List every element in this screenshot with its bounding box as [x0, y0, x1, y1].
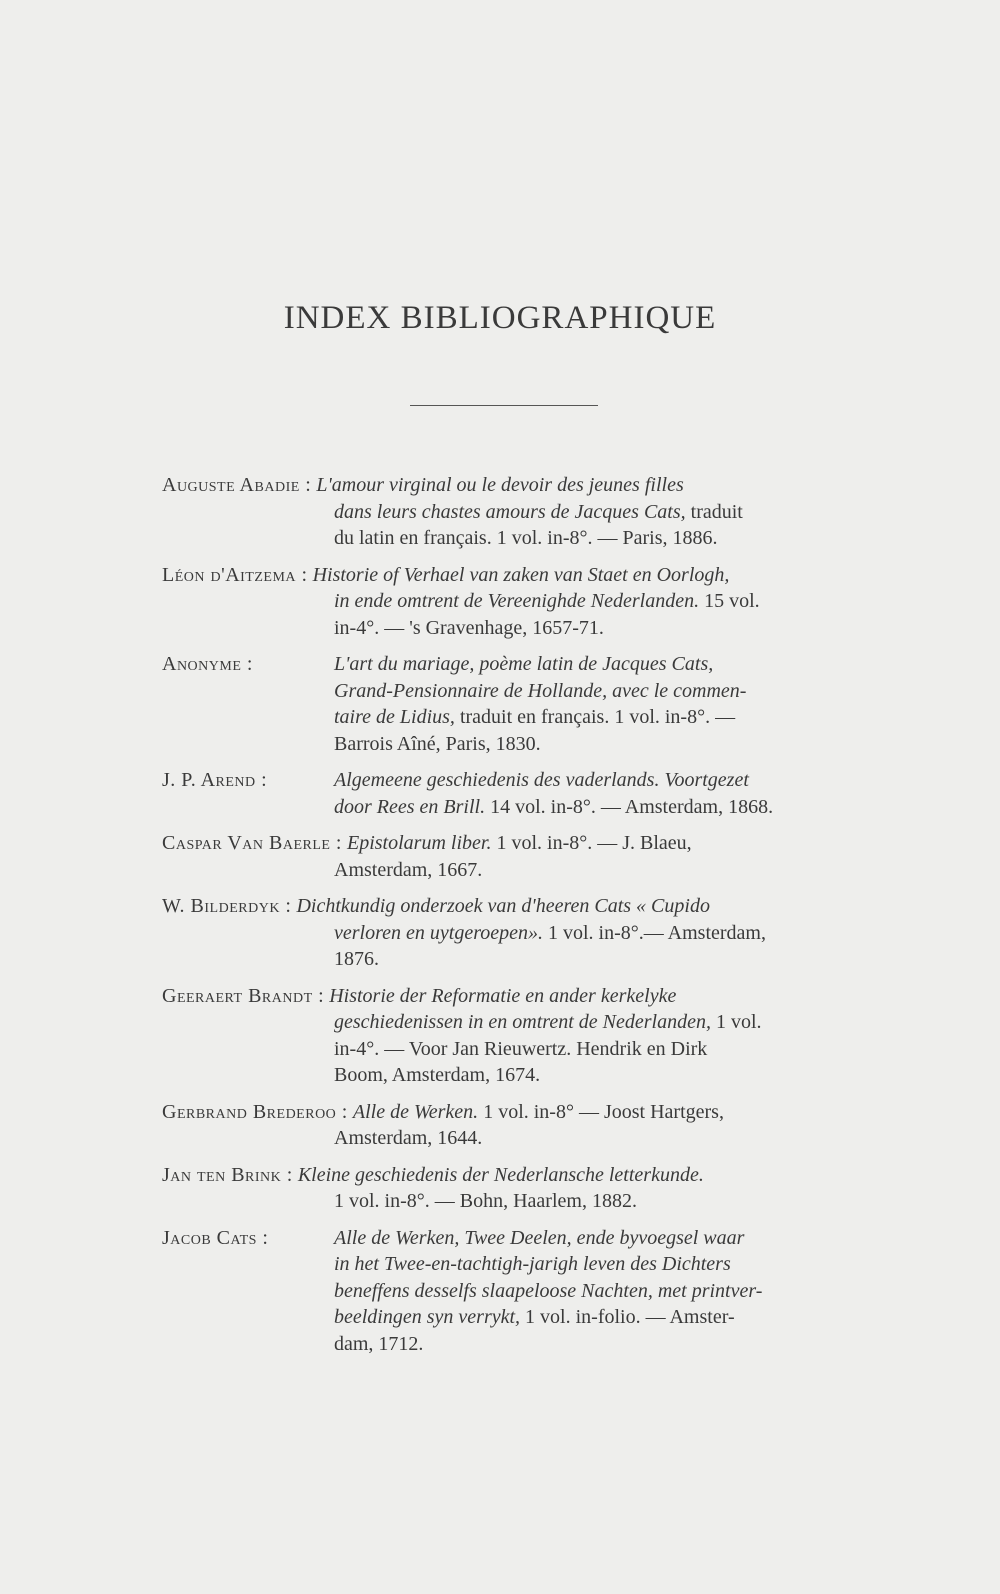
- bibliography-entry: [162, 1225, 882, 1358]
- entry-author: Geeraert Brandt :: [162, 984, 325, 1007]
- bibliography-entry: [162, 1162, 882, 1215]
- entry-title-cont: beneffens desselfs slaapeloose Nachten, met printver-: [334, 1279, 763, 1302]
- entry-details: 1 vol. in-8°.— Amsterdam,: [548, 921, 766, 944]
- entry-details: traduit en français. 1 vol. in-8°. —: [459, 706, 736, 728]
- entry-title: L'art du mariage, poème latin de Jacques Cats,: [334, 653, 714, 675]
- entry-details: 14 vol. in-8°. — Amsterdam, 1868.: [490, 795, 774, 818]
- page-title: INDEX BIBLIOGRAPHIQUE: [283, 300, 717, 336]
- entry-title: Historie der Reformatie en ander kerkelyke: [329, 984, 677, 1007]
- entry-details: dam, 1712.: [334, 1332, 424, 1355]
- entry-title-cont: dans leurs chastes amours de Jacques Cats,: [334, 500, 686, 523]
- title-rule: [410, 405, 598, 406]
- entry-details: 1 vol. in-8°. — J. Blaeu,: [496, 832, 692, 854]
- entry-author: Jan ten Brink :: [162, 1163, 293, 1186]
- entry-author: Jacob Cats :: [162, 1226, 269, 1249]
- entry-details: 1876.: [334, 948, 379, 970]
- entry-author: Caspar Van Baerle :: [162, 832, 342, 854]
- entry-details: Barrois Aîné, Paris, 1830.: [334, 732, 541, 755]
- entry-details: 1 vol. in-8°. — Bohn, Haarlem, 1882.: [334, 1190, 637, 1212]
- bibliography-list: [162, 472, 882, 1367]
- entry-details: Amsterdam, 1644.: [334, 1127, 483, 1149]
- bibliography-entry: [162, 651, 882, 757]
- entry-title-cont: door Rees en Brill.: [334, 795, 486, 818]
- entry-details: 1 vol.: [715, 1011, 762, 1033]
- entry-title: Epistolarum liber.: [347, 832, 492, 854]
- bibliography-entry: [162, 472, 882, 552]
- entry-title-cont: in ende omtrent de Vereenighde Nederlanden.: [334, 590, 700, 612]
- entry-title-cont: Grand-Pensionnaire de Hollande, avec le commen-: [334, 679, 747, 702]
- entry-details: Amsterdam, 1667.: [334, 858, 483, 881]
- entry-author: Léon d'Aitzema :: [162, 563, 308, 586]
- entry-title-cont: verloren en uytgeroepen».: [334, 921, 543, 944]
- bibliography-entry: [162, 562, 882, 642]
- entry-details: 1 vol. in-8° — Joost Hartgers,: [483, 1100, 724, 1123]
- bibliography-entry: [162, 767, 882, 820]
- entry-details: traduit: [690, 500, 743, 523]
- entry-details: in-4°. — 's Gravenhage, 1657-71.: [334, 616, 604, 639]
- entry-details: 15 vol.: [704, 590, 760, 612]
- entry-details: du latin en français. 1 vol. in-8°. — Paris, 1886.: [334, 527, 718, 549]
- entry-author: Anonyme :: [162, 653, 253, 675]
- entry-details: Boom, Amsterdam, 1674.: [334, 1064, 541, 1086]
- entry-title: Dichtkundig onderzoek van d'heeren Cats « Cupido: [296, 895, 710, 917]
- entry-title: Alle de Werken.: [352, 1100, 479, 1123]
- bibliography-entry: [162, 830, 882, 883]
- entry-title: Alle de Werken, Twee Deelen, ende byvoegsel waar: [334, 1226, 745, 1249]
- bibliography-entry: [162, 983, 882, 1089]
- entry-title: L'amour virginal ou le devoir des jeunes filles: [316, 474, 684, 496]
- entry-author: Gerbrand Brederoo :: [162, 1100, 348, 1123]
- entry-author: W. Bilderdyk :: [162, 895, 292, 917]
- entry-details: 1 vol. in-folio. — Amster-: [525, 1306, 735, 1328]
- entry-details: in-4°. — Voor Jan Rieuwertz. Hendrik en Dirk: [334, 1037, 708, 1060]
- bibliography-entry: [162, 893, 882, 973]
- entry-title: Historie of Verhael van zaken van Staet en Oorlogh,: [312, 563, 730, 586]
- entry-title: Kleine geschiedenis der Nederlansche letterkunde.: [297, 1163, 704, 1186]
- entry-title-cont: geschiedenissen in en omtrent de Nederlanden,: [334, 1011, 711, 1033]
- entry-title-cont: in het Twee-en-tachtigh-jarigh leven des Dichters: [334, 1253, 731, 1275]
- entry-author: J. P. Arend :: [162, 769, 268, 791]
- entry-title: Algemeene geschiedenis des vaderlands. Voortgezet: [334, 769, 749, 791]
- bibliography-entry: [162, 1099, 882, 1152]
- entry-author: Auguste Abadie :: [162, 474, 312, 496]
- entry-title-cont: taire de Lidius,: [334, 706, 455, 728]
- entry-title-cont: beeldingen syn verrykt,: [334, 1306, 521, 1328]
